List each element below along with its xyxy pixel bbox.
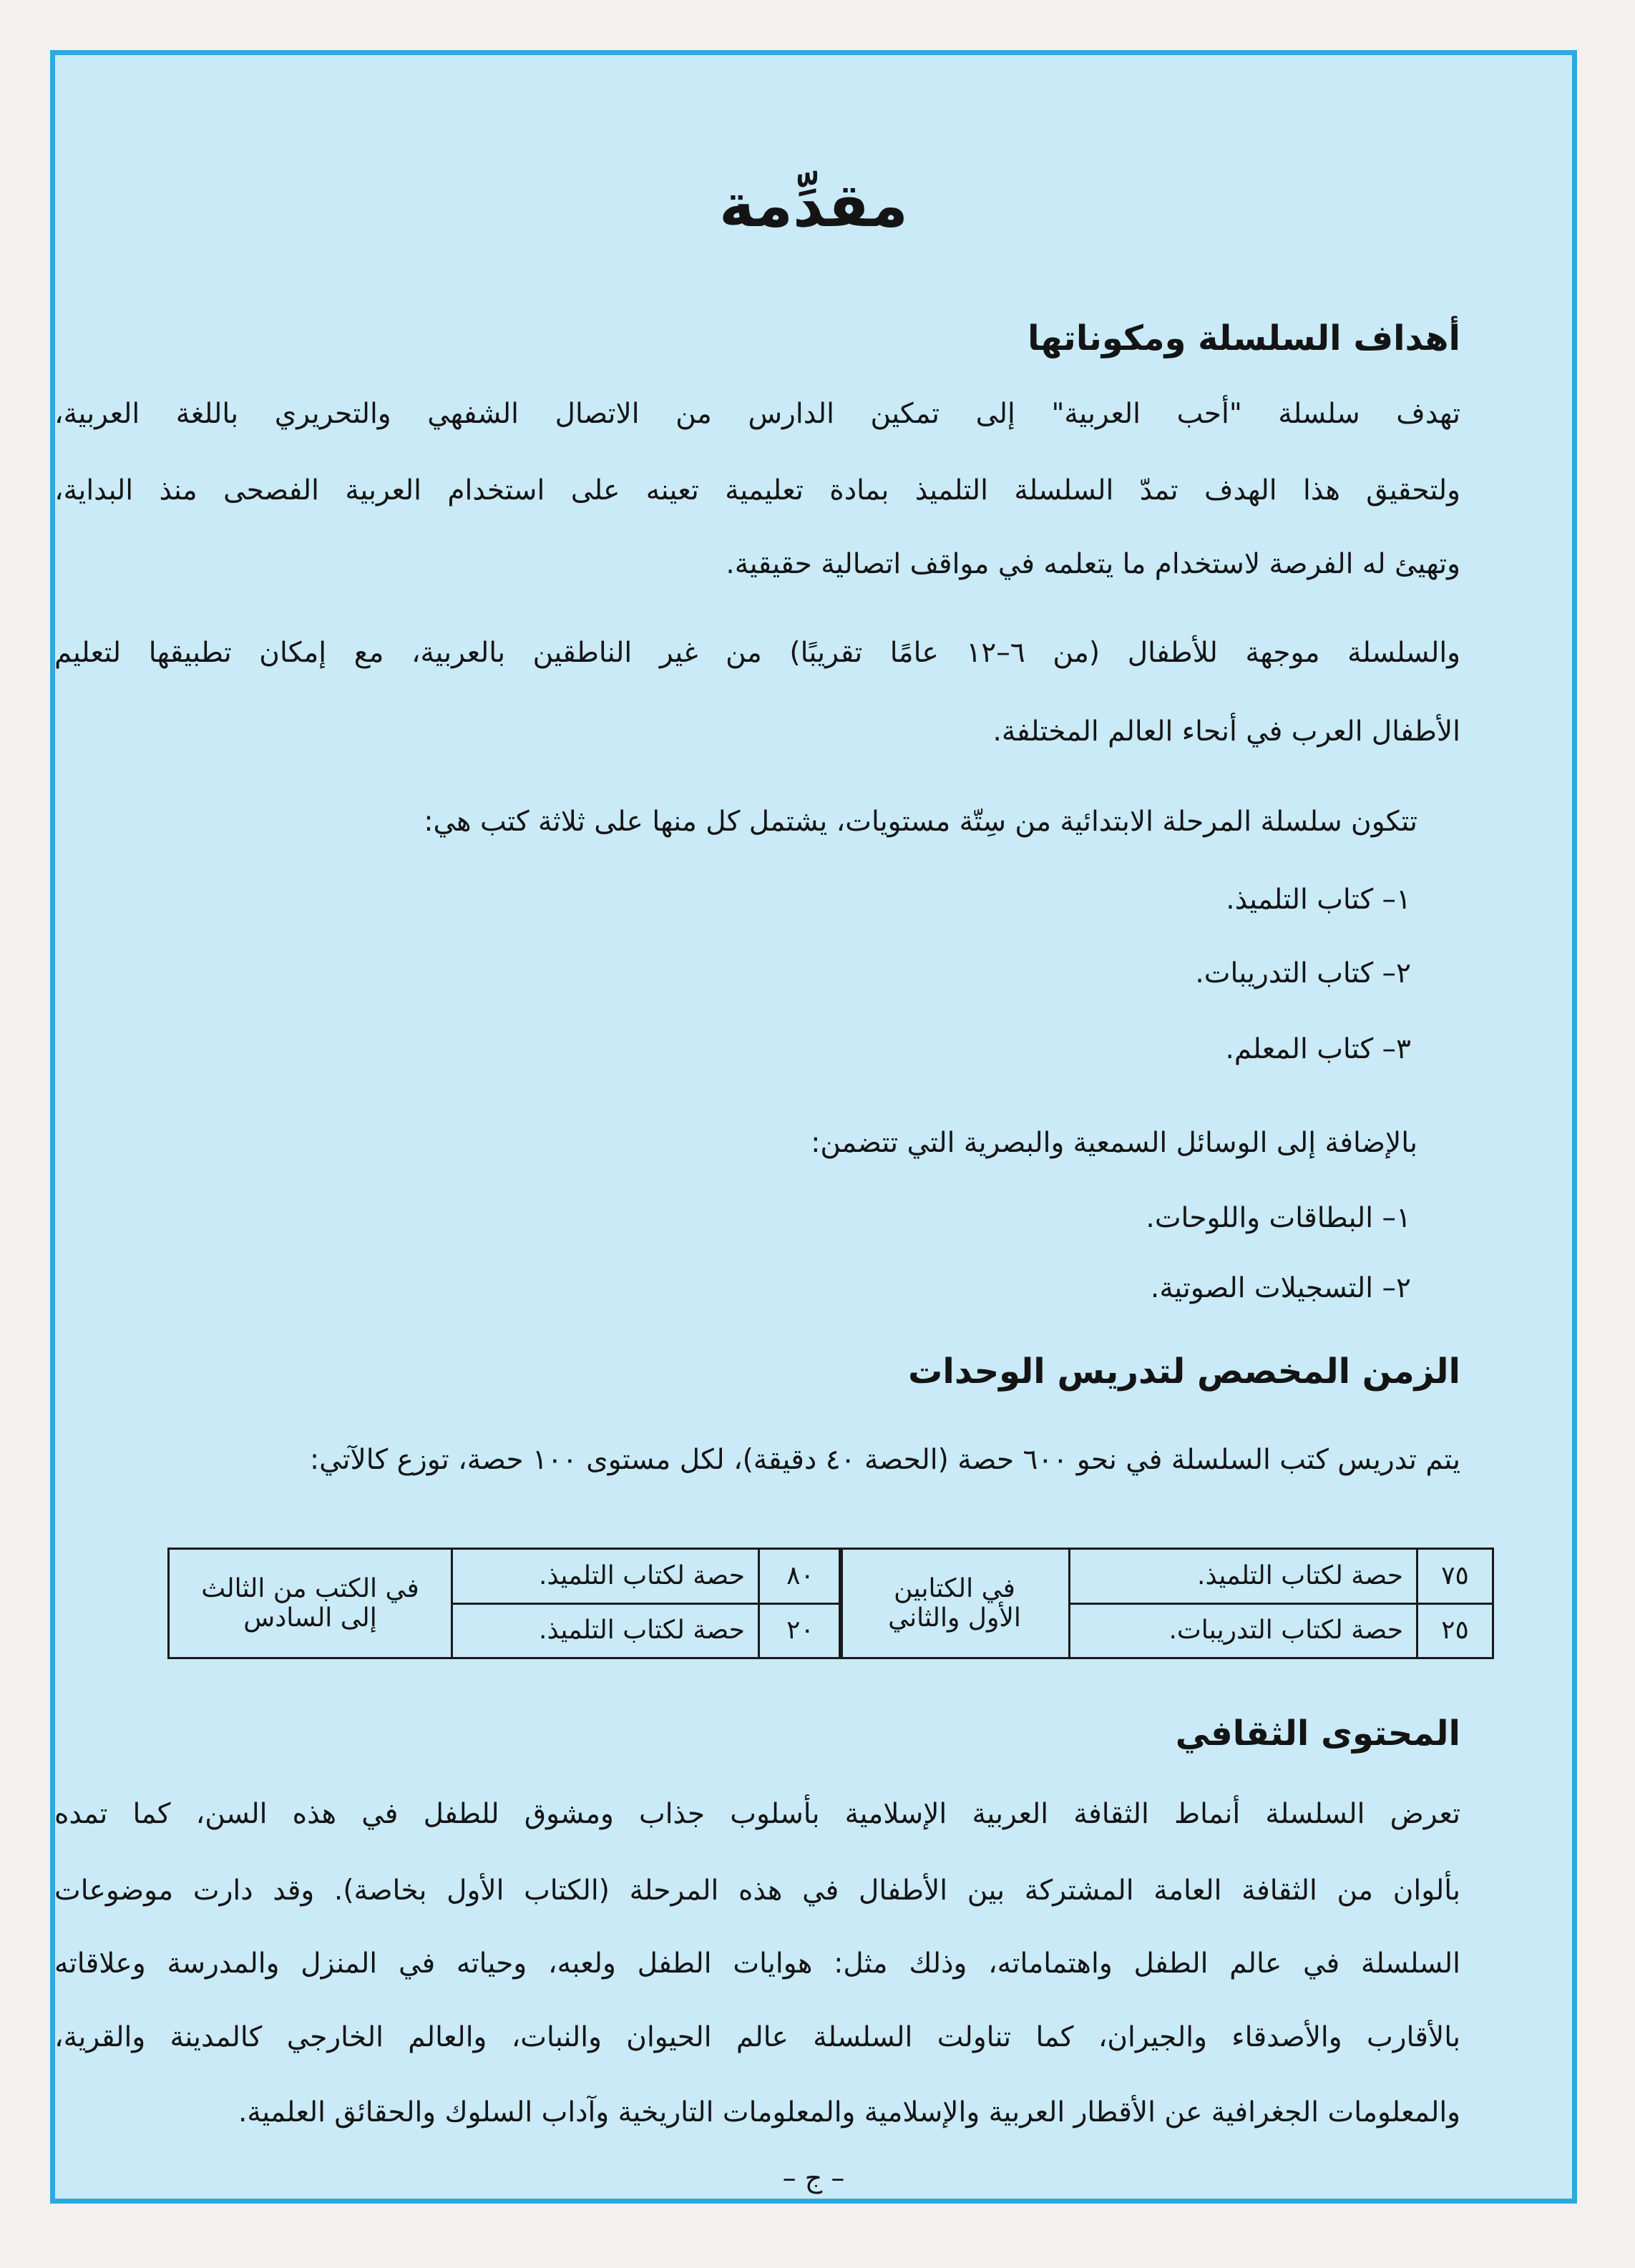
page-number: – ج – — [782, 2162, 845, 2194]
list-item: ٢– التسجيلات الصوتية. — [1150, 1272, 1411, 1304]
paragraph-line: بألوان من الثقافة العامة المشتركة بين الأطفال في هذه المرحلة (الكتاب الأول بخاصة). وقد دارت موضوعات — [54, 1874, 1460, 1907]
grade-range-text: في الكتابين الأول والثاني — [888, 1573, 1021, 1633]
paragraph-line: السلسلة في عالم الطفل واهتماماته، وذلك مثل: هوايات الطفل ولعبه، وحياته في المنزل والمدرسة وعلاقاته — [54, 1947, 1460, 1980]
list-item: ٢– كتاب التدريبات. — [1195, 957, 1411, 989]
table-row — [169, 1549, 842, 1604]
paragraph-line: بالإضافة إلى الوسائل السمعية والبصرية التي تتضمن: — [811, 1127, 1417, 1159]
list-item: ١– كتاب التلميذ. — [1226, 884, 1411, 916]
table-cell-description: حصة لكتاب التلميذ. — [1070, 1549, 1417, 1604]
paragraph-line: ولتحقيق هذا الهدف تمدّ السلسلة التلميذ بمادة تعليمية تعينه على استخدام العربية الفصحى منذ البداية، — [54, 474, 1460, 507]
paragraph-line: يتم تدريس كتب السلسلة في نحو ٦٠٠ حصة (الحصة ٤٠ دقيقة)، لكل مستوى ١٠٠ حصة، توزع كالآتي: — [310, 1444, 1460, 1476]
section-heading-culture: المحتوى الثقافي — [1175, 1714, 1460, 1754]
list-item: ٣– كتاب المعلم. — [1225, 1033, 1411, 1065]
distribution-table-books-1-2 — [839, 1548, 1494, 1659]
paragraph-line: الأطفال العرب في أنحاء العالم المختلفة. — [992, 715, 1460, 748]
table-cell-count: ٧٥ — [1417, 1549, 1493, 1604]
paragraph-line: وتهيئ له الفرصة لاستخدام ما يتعلمه في مواقف اتصالية حقيقية. — [726, 548, 1460, 580]
section-heading-goals: أهداف السلسلة ومكوناتها — [1028, 318, 1460, 358]
list-item: ١– البطاقات واللوحات. — [1146, 1202, 1411, 1234]
paragraph-line: تتكون سلسلة المرحلة الابتدائية من سِتّة مستويات، يشتمل كل منها على ثلاثة كتب هي: — [424, 806, 1417, 838]
table-cell-grade-range — [840, 1549, 1070, 1658]
table-cell-count: ٨٠ — [759, 1549, 842, 1604]
paragraph-line: بالأقارب والأصدقاء والجيران، كما تناولت السلسلة عالم الحيوان والنبات، والعالم الخارجي كالمدينة والقرية، — [54, 2021, 1460, 2053]
table-cell-description: حصة لكتاب التلميذ. — [452, 1549, 759, 1604]
paragraph-line: والسلسلة موجهة للأطفال (من ٦–١٢ عامًا تقريبًا) من غير الناطقين بالعربية، مع إمكان تطبيقها لتعليم — [54, 637, 1460, 669]
table-cell-description: حصة لكتاب التلميذ. — [452, 1603, 759, 1658]
table-cell-grade-range — [169, 1549, 452, 1658]
table-cell-count: ٢٠ — [759, 1603, 842, 1658]
page-title: مقدِّمة — [719, 170, 908, 240]
section-heading-time: الزمن المخصص لتدريس الوحدات — [908, 1351, 1460, 1392]
paragraph-line: تهدف سلسلة "أحب العربية" إلى تمكين الدارس من الاتصال الشفهي والتحريري باللغة العربية، — [54, 398, 1460, 430]
paragraph-line: تعرض السلسلة أنماط الثقافة العربية الإسلامية بأسلوب جذاب ومشوق للطفل في هذه السن، كما تمده — [54, 1798, 1460, 1830]
table-cell-count: ٢٥ — [1417, 1603, 1493, 1658]
table-cell-description: حصة لكتاب التدريبات. — [1070, 1603, 1417, 1658]
page-frame — [50, 50, 1577, 2204]
paragraph-line: والمعلومات الجغرافية عن الأقطار العربية والإسلامية والمعلومات التاريخية وآداب السلوك والحقائق العلمية. — [238, 2096, 1460, 2128]
grade-range-text: في الكتب من الثالث إلى السادس — [201, 1573, 419, 1633]
table-row — [840, 1549, 1493, 1604]
distribution-table-books-3-6 — [167, 1548, 843, 1659]
